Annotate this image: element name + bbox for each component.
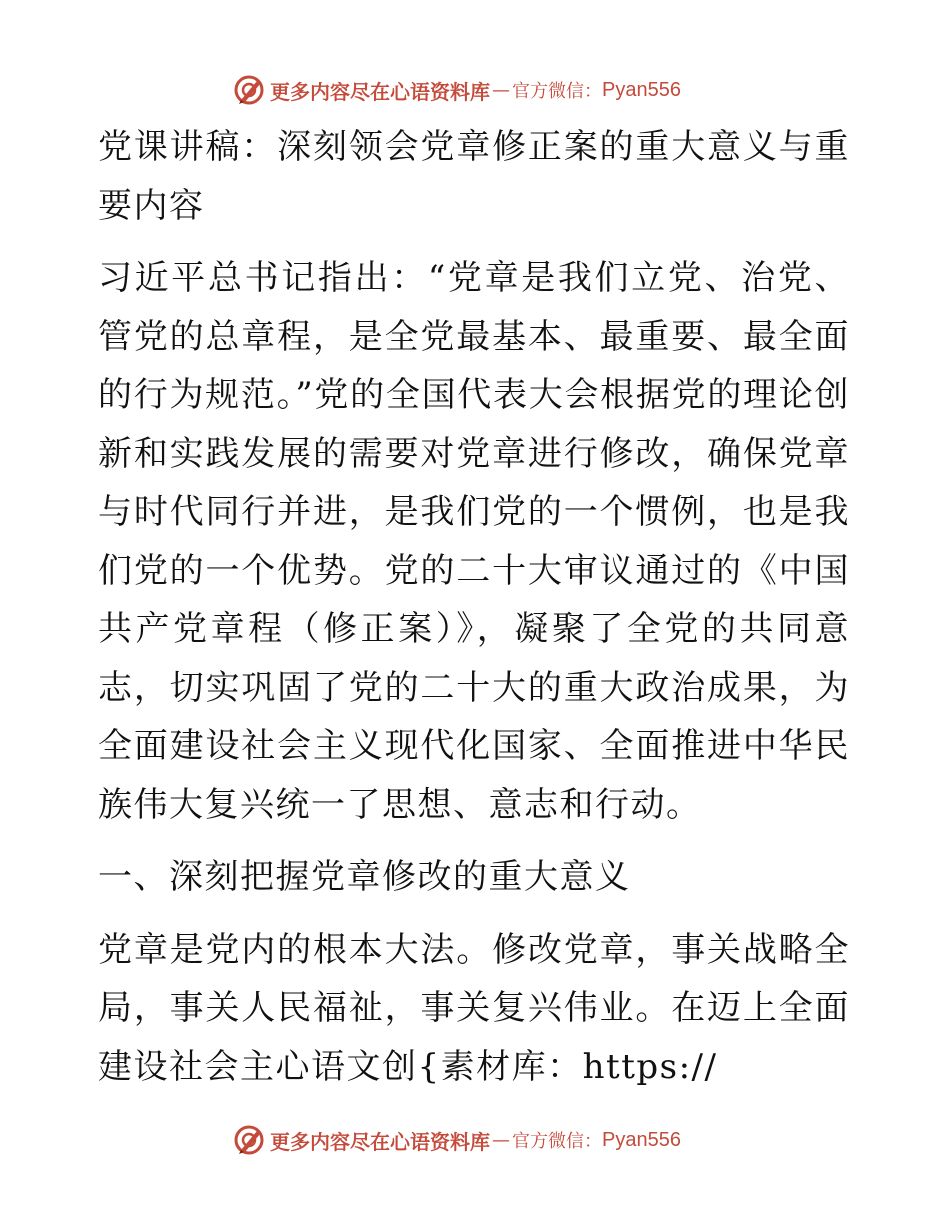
header-wechat-label: 官方微信： [512, 81, 602, 102]
footer-dash: — [492, 1129, 510, 1151]
header-dash: — [492, 79, 510, 101]
footer-wechat-label: 官方微信： [512, 1131, 602, 1152]
footer-banner [232, 1122, 681, 1158]
brand-logo-icon [232, 1123, 266, 1157]
footer-site-text: 更多内容尽在心语资料库 [270, 1129, 490, 1154]
header-site-text: 更多内容尽在心语资料库 [270, 79, 490, 104]
section-paragraph: 党章是党内的根本大法。修改党章，事关战略全局，事关人民福祉，事关复兴伟业。在迈上全面建设社会主心语文创{素材库：https:// [98, 929, 850, 1087]
document-body [98, 118, 850, 1096]
footer-wechat-id: Pyan556 [602, 1128, 681, 1151]
brand-logo-icon [232, 73, 266, 107]
document-title: 党课讲稿：深刻领会党章修正案的重大意义与重要内容 [98, 127, 850, 226]
header-banner [232, 72, 681, 108]
section-heading: 一、深刻把握党章修改的重大意义 [98, 857, 631, 897]
header-wechat-id: Pyan556 [602, 78, 681, 101]
intro-paragraph: 习近平总书记指出：“党章是我们立党、治党、管党的总章程，是全党最基本、最重要、最全面的行为规范。”党的全国代表大会根据党的理论创新和实践发展的需要对党章进行修改，确保党章与时代同行并进，是我们党的一个惯例，也是我们党的一个优势。党的二十大审议通过的《中国共产党章程（修正案）》，凝聚了全党的共同意志，切实巩固了党的二十大的重大政治成果，为全面建设社会主义现代化国家、全面推进中华民族伟大复兴统一了思想、意志和行动。 [98, 258, 850, 825]
